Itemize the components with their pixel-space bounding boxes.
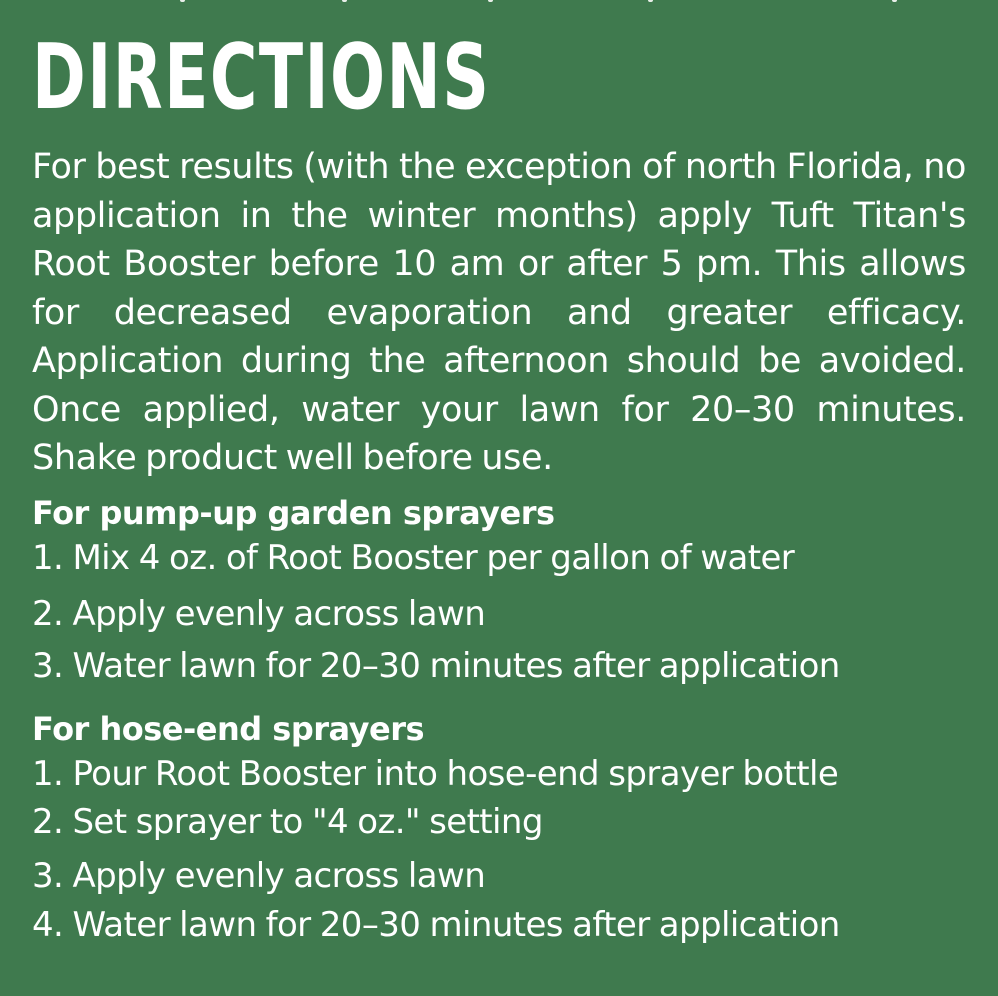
hose-end-step: 2. Set sprayer to "4 oz." setting xyxy=(32,802,543,842)
hose-end-step: 4. Water lawn for 20–30 minutes after application xyxy=(32,905,840,945)
hose-end-sprayer-title: For hose-end sprayers xyxy=(32,710,425,748)
intro-paragraph: For best results (with the exception of north Florida, no application in the winter months) apply Tuft Titan's Root Booster before 10 am or after 5 pm. This allows for decreased evaporation and greater efficacy. Application during the afternoon should be avoided. Once applied, water your lawn for 20–30 minutes. Shake product well before use. xyxy=(32,147,966,478)
hose-end-step: 1. Pour Root Booster into hose-end sprayer bottle xyxy=(32,754,839,794)
directions-heading: DIRECTIONS xyxy=(32,25,491,130)
cropped-text-fragment xyxy=(0,0,998,2)
hose-end-sprayer-section xyxy=(32,708,972,944)
hose-end-step: 3. Apply evenly across lawn xyxy=(32,856,486,896)
pump-up-step: 3. Water lawn for 20–30 minutes after application xyxy=(32,646,840,686)
pump-up-step: 2. Apply evenly across lawn xyxy=(32,594,486,634)
pump-up-sprayer-section xyxy=(32,492,972,686)
pump-up-step: 1. Mix 4 oz. of Root Booster per gallon of water xyxy=(32,538,795,578)
pump-up-steps-list xyxy=(32,534,972,686)
hose-end-steps-list xyxy=(32,750,972,944)
pump-up-sprayer-title: For pump-up garden sprayers xyxy=(32,494,555,532)
